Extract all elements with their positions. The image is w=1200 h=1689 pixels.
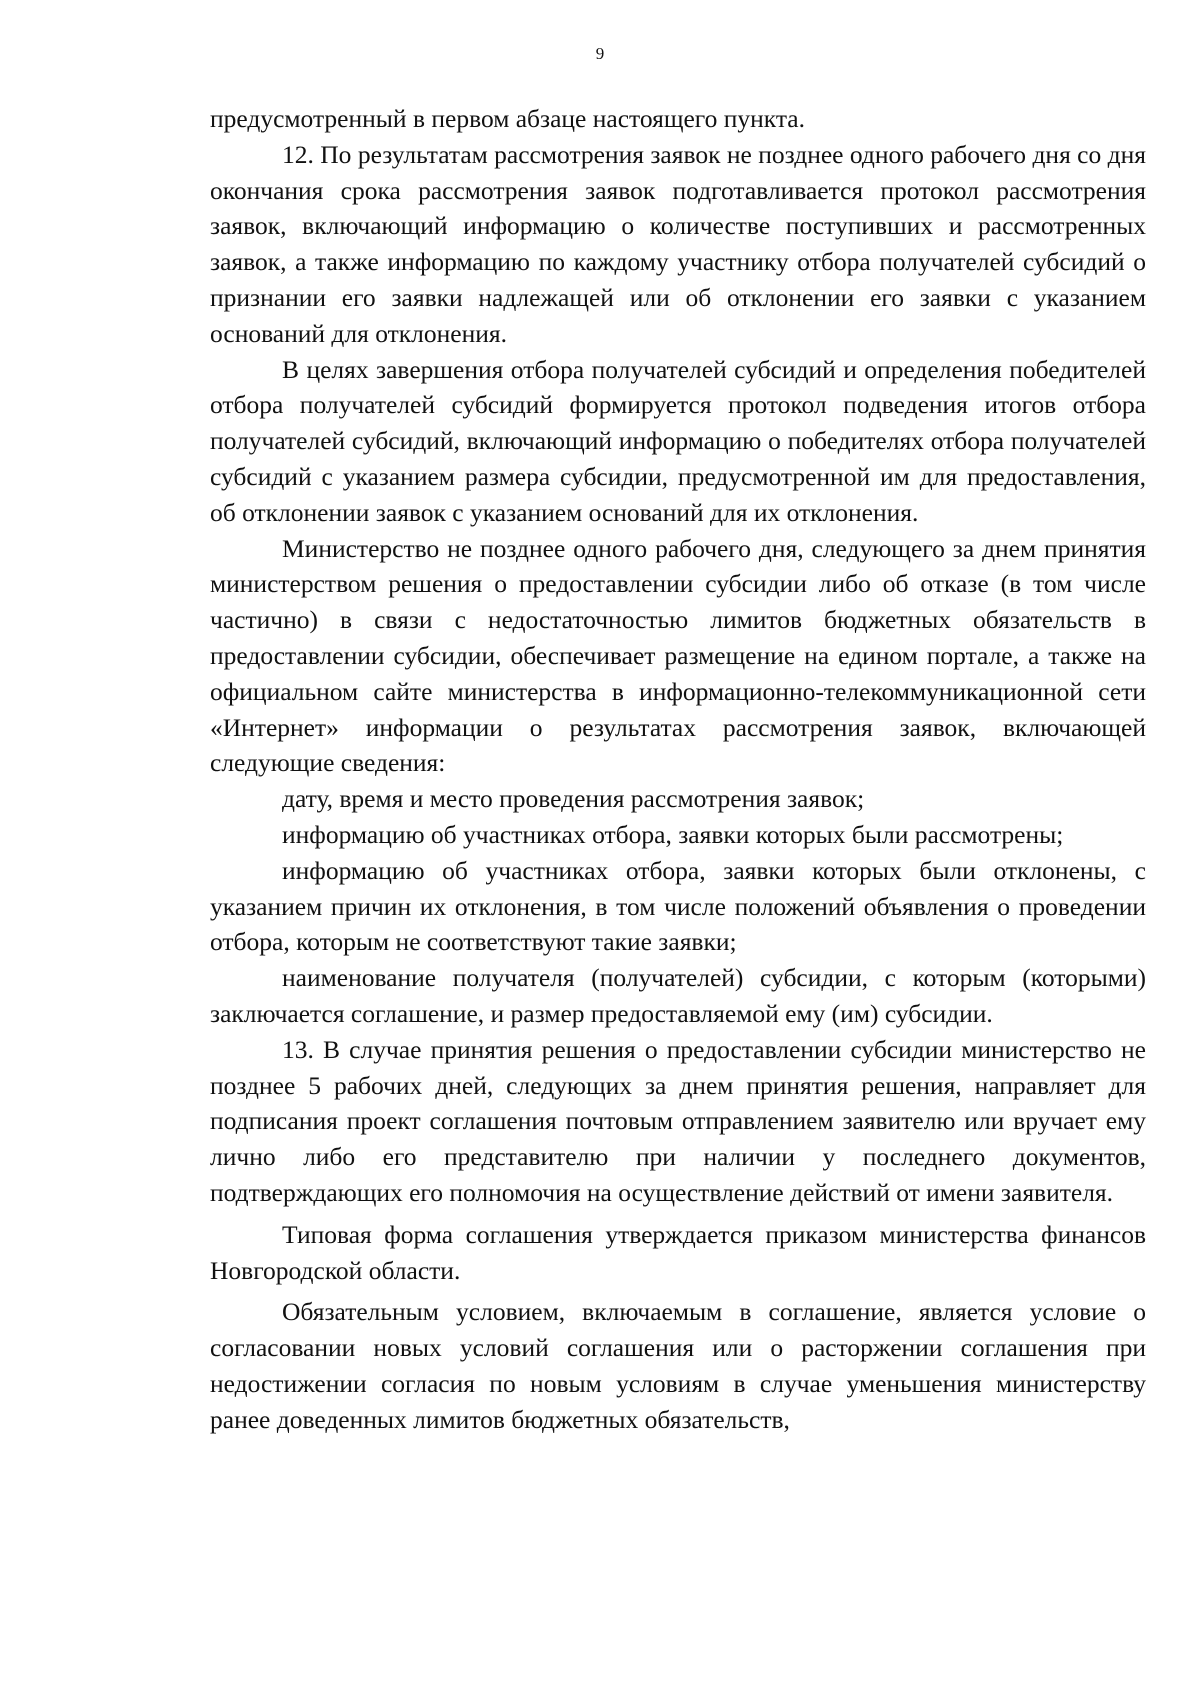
paragraph-standard-agreement-form: Типовая форма соглашения утверждается приказом министерства финансов Новгородской области.: [210, 1219, 1146, 1285]
list-item-recipient-name: наименование получателя (получателей) субсидии, с которым (которыми) заключается соглашение, и размер предоставляемой ему (им) субсидии.: [210, 963, 1146, 1028]
paragraph-mandatory-condition: Обязательным условием, включаемым в соглашение, является условие о согласовании новых условий соглашения или о расторжении соглашения при недостижении согласия по новым условиям в случае уменьшения министерству ранее доведенных лимитов бюджетных обязательств,: [210, 1297, 1146, 1434]
list-item-date-time-place: дату, время и место проведения рассмотрения заявок;: [282, 784, 865, 814]
paragraph-continuation: предусмотренный в первом абзаце настоящего пункта.: [210, 104, 805, 133]
paragraph-selection-results: В целях завершения отбора получателей субсидий и определения победителей отбора получателей субсидий формируется протокол подведения итогов отбора получателей субсидий, включающий информацию о победителях отбора получателей субсидий с указанием размера субсидии, предусмотренной им для предоставления, об отклонении заявок с указанием оснований для их отклонения.: [210, 354, 1146, 527]
list-item-reviewed-participants: информацию об участниках отбора, заявки которых были рассмотрены;: [282, 819, 1064, 849]
document-body: [210, 101, 1146, 1437]
paragraph-item-12: 12. По результатам рассмотрения заявок не позднее одного рабочего дня со дня окончания срока рассмотрения заявок подготавливается протокол рассмотрения заявок, включающий информацию о количестве поступивших и рассмотренных заявок, а также информацию по каждому участнику отбора получателей субсидий о признании его заявки надлежащей или об отклонении его заявки с указанием оснований для отклонения.: [210, 139, 1146, 348]
page-number: 9: [595, 44, 605, 63]
paragraph-ministry-publication: Министерство не позднее одного рабочего дня, следующего за днем принятия министерством решения о предоставлении субсидии либо об отказе (в том числе частично) в связи с недостаточностью лимитов бюджетных обязательств в предоставлении субсидии, обеспечивает размещение на едином портале, а также на официальном сайте министерства в информационно-телекоммуникационной сети «Интернет» информации о результатах рассмотрения заявок, включающей следующие сведения:: [210, 533, 1146, 778]
paragraph-item-13: 13. В случае принятия решения о предоставлении субсидии министерство не позднее 5 рабочих дней, следующих за днем принятия решения, направляет для подписания проект соглашения почтовым отправлением заявителю или вручает ему лично либо его представителю при наличии у последнего документов, подтверждающих его полномочия на осуществление действий от имени заявителя.: [210, 1034, 1146, 1207]
list-item-rejected-participants: информацию об участниках отбора, заявки которых были отклонены, с указанием причин их отклонения, в том числе положений объявления о проведении отбора, которым не соответствуют такие заявки;: [210, 855, 1146, 957]
